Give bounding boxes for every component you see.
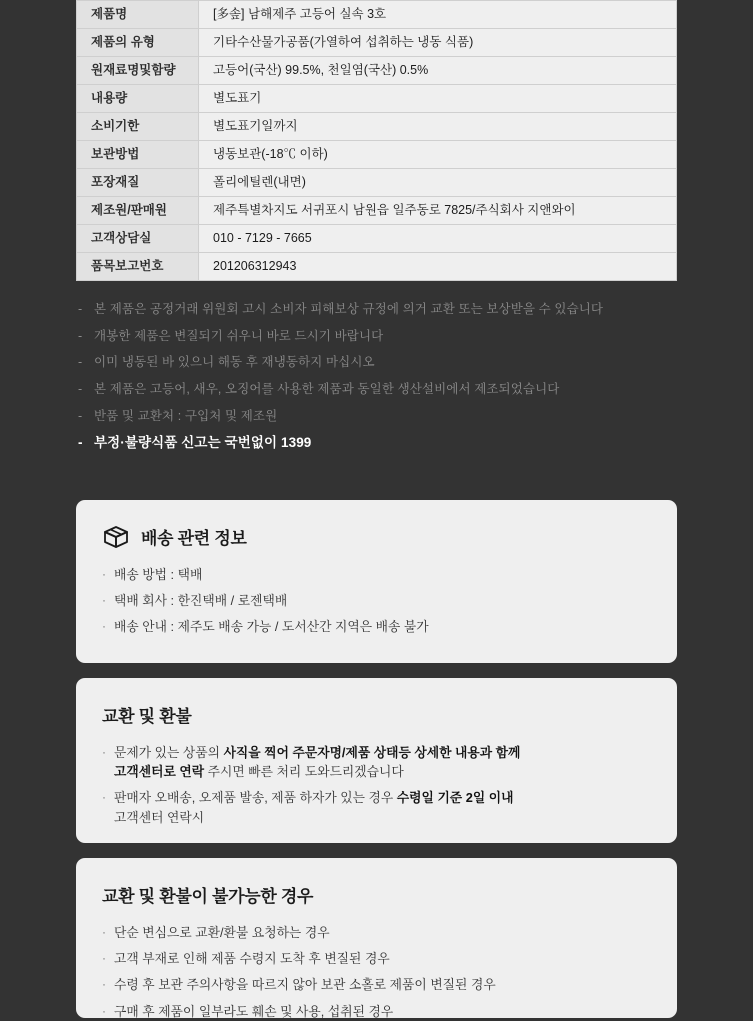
shipping-card-title-text: 배송 관련 정보: [141, 529, 247, 548]
exchange-bullets: [102, 743, 651, 827]
list-item-text: 택배 회사 : 한진택배 / 로젠택배: [114, 593, 288, 609]
table-row: [77, 141, 677, 169]
exchange-card-title: [102, 702, 651, 727]
list-item-text: 고객 부재로 인해 제품 수령지 도착 후 변질된 경우: [114, 951, 390, 967]
spec-label: 보관방법: [77, 141, 199, 169]
spec-label: 제조원/판매원: [77, 197, 199, 225]
product-notes-list: [78, 300, 678, 461]
note-dash: -: [78, 328, 83, 343]
list-item-text: 수령 후 보관 주의사항을 따르지 않아 보관 소홀로 제품이 변질된 경우: [114, 977, 496, 993]
bullet-dot: ·: [102, 951, 106, 966]
spec-label: 품목보고번호: [77, 253, 199, 281]
spec-value: 고등어(국산) 99.5%, 천일염(국산) 0.5%: [199, 57, 677, 85]
spec-value: 냉동보관(-18℃ 이하): [199, 141, 677, 169]
list-item-text: 배송 방법 : 택배: [114, 567, 203, 582]
table-row: [77, 85, 677, 113]
table-row: [77, 1, 677, 29]
note-text: 이미 냉동된 바 있으니 해동 후 재냉동하지 마십시오: [94, 355, 375, 370]
list-item-text: 단순 변심으로 교환/환불 요청하는 경우: [114, 925, 330, 940]
list-item: [102, 1002, 651, 1021]
bullet-dot: ·: [102, 977, 106, 992]
non-refundable-card-title-text: 교환 및 환불이 불가능한 경우: [102, 887, 314, 906]
note-dash: -: [78, 381, 83, 396]
note-item: [78, 433, 678, 453]
table-row: [77, 253, 677, 281]
shipping-info-card: [76, 500, 677, 663]
list-item-text: 문제가 있는 상품의 사직을 찍어 주문자명/제품 상태등 상세한 내용과 함께 고객센터로 연락 주시면 빠른 처리 도와드리겠습니다: [114, 745, 521, 780]
list-item: [102, 565, 651, 584]
shipping-bullets: [102, 565, 651, 637]
shipping-card-title: [102, 524, 651, 549]
list-item-text: 판매자 오배송, 오제품 발송, 제품 하자가 있는 경우 수령일 기준 2일 이내 고객센터 연락시: [114, 790, 514, 825]
table-row: [77, 169, 677, 197]
note-text: 반품 및 교환처 : 구입처 및 제조원: [94, 408, 278, 423]
note-dash: -: [78, 355, 83, 370]
note-dash: -: [78, 302, 83, 316]
bullet-dot: ·: [102, 745, 106, 759]
spec-value: [多솦] 남해제주 고등어 실속 3호: [199, 1, 677, 29]
list-item: [102, 788, 651, 826]
list-item: [102, 923, 651, 942]
table-row: [77, 225, 677, 253]
spec-value: 기타수산물가공품(가열하여 섭취하는 냉동 식품): [199, 29, 677, 57]
note-item: [78, 300, 678, 318]
list-item: [102, 743, 651, 781]
table-row: [77, 197, 677, 225]
note-dash: -: [78, 435, 83, 451]
exchange-card-title-text: 교환 및 환불: [102, 707, 192, 726]
spec-value: 201206312943: [199, 253, 677, 281]
list-item: [102, 949, 651, 968]
spec-value: 폴리에틸렌(내면): [199, 169, 677, 197]
table-row: [77, 57, 677, 85]
note-text: 부정·불량식품 신고는 국번없이 1399: [94, 435, 312, 451]
spec-value: 별도표기일까지: [199, 113, 677, 141]
list-item: [102, 617, 651, 636]
spec-value: 010 - 7129 - 7665: [199, 225, 677, 253]
bullet-dot: ·: [102, 567, 106, 581]
list-item-text: 구매 후 제품이 일부라도 훼손 및 사용, 섭취된 경우: [114, 1003, 394, 1019]
table-row: [77, 29, 677, 57]
exchange-refund-card: [76, 678, 677, 843]
box-icon: [102, 525, 130, 549]
bullet-dot: ·: [102, 593, 106, 608]
note-item: [78, 407, 678, 425]
note-item: [78, 327, 678, 345]
list-item: [102, 975, 651, 994]
note-text: 본 제품은 공정거래 위원회 고시 소비자 피해보상 규정에 의거 교환 또는 보상받을 수 있습니다: [94, 302, 604, 316]
table-row: [77, 113, 677, 141]
list-item: [102, 591, 651, 610]
spec-label: 고객상담실: [77, 225, 199, 253]
non-refundable-card-title: [102, 882, 651, 907]
non-refundable-bullets: [102, 923, 651, 1021]
note-item: [78, 380, 678, 398]
product-spec-table: [76, 0, 677, 281]
non-refundable-card: [76, 858, 677, 1018]
note-text: 개봉한 제품은 변질되기 쉬우니 바로 드시기 바랍니다: [94, 328, 384, 343]
bullet-dot: ·: [102, 790, 106, 805]
spec-label: 제품의 유형: [77, 29, 199, 57]
spec-label: 원재료명및함량: [77, 57, 199, 85]
spec-label: 내용량: [77, 85, 199, 113]
bullet-dot: ·: [102, 619, 106, 634]
spec-value: 제주특별차지도 서귀포시 남원읍 일주동로 7825/주식회사 지앤와이: [199, 197, 677, 225]
bullet-dot: ·: [102, 925, 106, 939]
spec-label: 제품명: [77, 1, 199, 29]
note-dash: -: [78, 408, 83, 423]
note-item: [78, 353, 678, 371]
bullet-dot: ·: [102, 1003, 106, 1018]
spec-value: 별도표기: [199, 85, 677, 113]
spec-label: 소비기한: [77, 113, 199, 141]
spec-label: 포장재질: [77, 169, 199, 197]
note-text: 본 제품은 고등어, 새우, 오징어를 사용한 제품과 동일한 생산설비에서 제조되었습니다: [94, 381, 560, 396]
list-item-text: 배송 안내 : 제주도 배송 가능 / 도서산간 지역은 배송 불가: [114, 619, 429, 635]
